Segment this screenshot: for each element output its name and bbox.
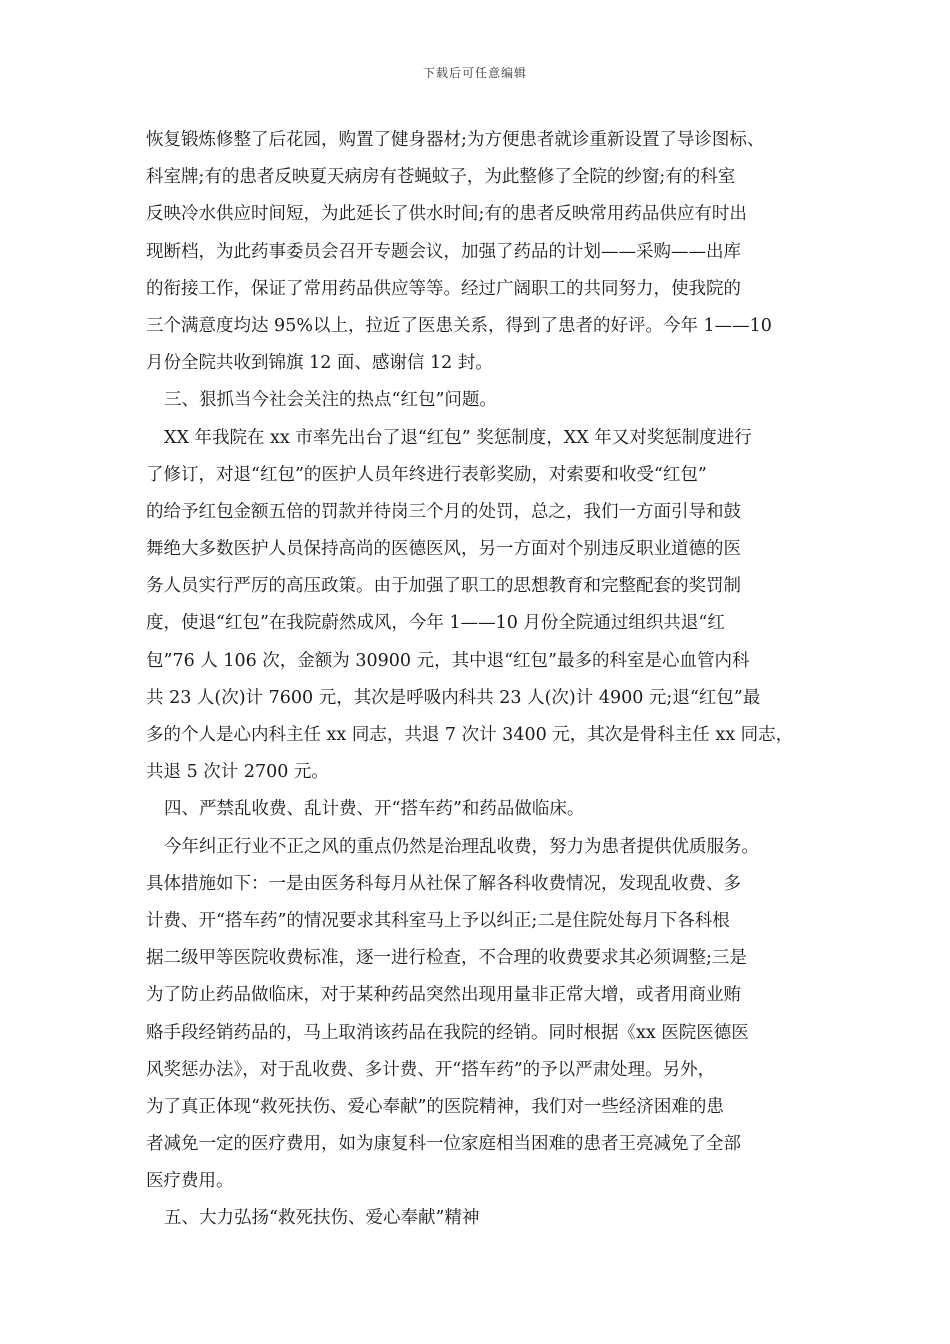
text-line: 的衔接工作，保证了常用药品供应等等。经过广阔职工的共同努力，使我院的 — [146, 278, 741, 299]
text-line: 具体措施如下：一是由医务科每月从社保了解各科收费情况，发现乱收费、多 — [146, 873, 741, 894]
text-line: 今年纠正行业不正之风的重点仍然是治理乱收费，努力为患者提供优质服务。 — [164, 836, 759, 857]
text-line: 计费、开“搭车药”的情况要求其科室马上予以纠正;二是住院处每月下各科根 — [146, 910, 730, 931]
text-line: 者减免一定的医疗费用，如为康复科一位家庭相当困难的患者王亮减免了全部 — [146, 1134, 741, 1155]
section-heading: 五、大力弘扬“救死扶伤、爱心奉献”精神 — [164, 1208, 480, 1229]
section-heading: 三、狠抓当今社会关注的热点“红包”问题。 — [164, 390, 497, 411]
section-heading: 四、严禁乱收费、乱计费、开“搭车药”和药品做临床。 — [164, 799, 585, 820]
text-line: 据二级甲等医院收费标准，逐一进行检查，不合理的收费要求其必须调整;三是 — [146, 948, 747, 969]
text-line: 恢复锻炼修整了后花园，购置了健身器材;为方便患者就诊重新设置了导诊图标、 — [146, 130, 765, 150]
text-line: 月份全院共收到锦旗 12 面、感谢信 12 封。 — [146, 353, 493, 374]
text-line: 的给予红包金额五倍的罚款并待岗三个月的处罚，总之，我们一方面引导和鼓 — [146, 501, 741, 522]
text-line: 医疗费用。 — [146, 1171, 234, 1192]
text-line: 赂手段经销药品的，马上取消该药品在我院的经销。同时根据《xx 医院医德医 — [146, 1022, 749, 1043]
text-line: 反映冷水供应时间短，为此延长了供水时间;有的患者反映常用药品供应有时出 — [146, 204, 747, 225]
text-line: 三个满意度均达 95%以上，拉近了医患关系，得到了患者的好评。今年 1——10 — [146, 315, 772, 336]
text-line: 了修订，对退“红包”的医护人员年终进行表彰奖励，对索要和收受“红包” — [146, 464, 707, 485]
text-line: 多的个人是心内科主任 xx 同志，共退 7 次计 3400 元，其次是骨科主任 xx 同志， — [146, 725, 794, 745]
text-line: 风奖惩办法》，对于乱收费、多计费、开“搭车药”的予以严肃处理。另外， — [146, 1059, 716, 1080]
text-line: 务人员实行严厉的高压政策。由于加强了职工的思想教育和完整配套的奖罚制 — [146, 576, 741, 597]
text-line: 为了防止药品做临床，对于某种药品突然出现用量非正常大增，或者用商业贿 — [146, 985, 741, 1006]
page-header: 下载后可任意编辑 — [422, 66, 527, 80]
text-line: 度，使退“红包”在我院蔚然成风，今年 1——10 月份全院通过组织共退“红 — [146, 613, 725, 634]
text-line: 包”76 人 106 次，金额为 30900 元，其中退“红包”最多的科室是心血管内科 — [146, 650, 750, 671]
text-line: 舞绝大多数医护人员保持高尚的医德医风，另一方面对个别违反职业道德的医 — [146, 539, 741, 560]
text-line: 现断档，为此药事委员会召开专题会议，加强了药品的计划——采购——出库 — [146, 241, 741, 262]
text-line: XX 年我院在 xx 市率先出台了退“红包” 奖惩制度，XX 年又对奖惩制度进行 — [164, 427, 752, 448]
text-line: 为了真正体现“救死扶伤、爱心奉献”的医院精神，我们对一些经济困难的患 — [146, 1096, 724, 1117]
text-line: 共退 5 次计 2700 元。 — [146, 762, 329, 783]
text-line: 共 23 人(次)计 7600 元，其次是呼吸内科共 23 人(次)计 4900 元;退“红包”最 — [146, 687, 761, 708]
text-line: 科室牌;有的患者反映夏天病房有苍蝇蚊子，为此整修了全院的纱窗;有的科室 — [146, 167, 736, 188]
document-body — [146, 122, 816, 1238]
